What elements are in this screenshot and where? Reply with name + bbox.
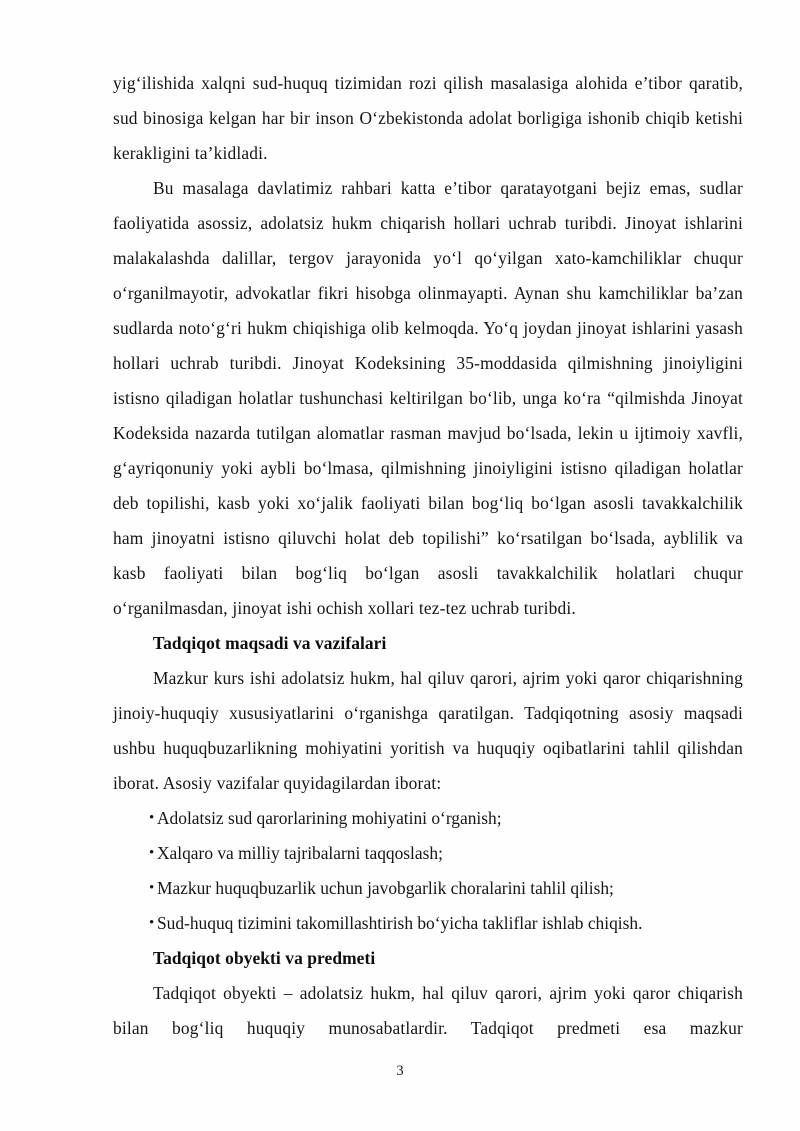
paragraph-obyekt: Tadqiqot obyekti – adolatsiz hukm, hal qiluv qarori, ajrim yoki qaror chiqarish bilan bog‘liq huquqiy munosabatlardir. Tadqiqot predmeti esa mazkur bbox=[113, 983, 743, 1038]
list-item-label: Adolatsiz sud qarorlarining mohiyatini o‘rganish; bbox=[157, 808, 502, 828]
list-item bbox=[113, 871, 743, 906]
list-item bbox=[113, 836, 743, 871]
bullet-icon: • bbox=[149, 915, 155, 931]
tasks-bullet-list bbox=[113, 801, 743, 941]
page-content bbox=[113, 66, 743, 1081]
bullet-icon: • bbox=[149, 845, 155, 861]
page-number: 3 bbox=[396, 1063, 404, 1079]
heading-tadqiqot-obyekti: Tadqiqot obyekti va predmeti bbox=[153, 948, 376, 968]
list-item-label: Xalqaro va milliy tajribalarni taqqoslash; bbox=[157, 843, 443, 863]
heading-tadqiqot-maqsadi: Tadqiqot maqsadi va vazifalari bbox=[153, 633, 387, 653]
paragraph-opening: yig‘ilishida xalqni sud-huquq tizimidan rozi qilish masalasiga alohida e’tibor qaratib, sud binosiga kelgan har bir inson O‘zbekistonda adolat borligiga ishonib chiqib ketishi kerakligini ta’kidladi. bbox=[113, 73, 743, 163]
list-item bbox=[113, 906, 743, 941]
list-item-label: Sud-huquq tizimini takomillashtirish bo‘yicha takliflar ishlab chiqish. bbox=[157, 913, 643, 933]
paragraph-maqsad: Mazkur kurs ishi adolatsiz hukm, hal qiluv qarori, ajrim yoki qaror chiqarishning jinoiy-huquqiy xususiyatlarini o‘rganishga qaratilgan. Tadqiqotning asosiy maqsadi ushbu huquqbuzarlikning mohiyatini yoritish va huquqiy oqibatlarini tahlil qilishdan iborat. Asosiy vazifalar quyidagilardan iborat: bbox=[113, 668, 743, 793]
paragraph-body-main: Bu masalaga davlatimiz rahbari katta e’tibor qaratayotgani bejiz emas, sudlar faoliyatida asossiz, adolatsiz hukm chiqarish hollari uchrab turibdi. Jinoyat ishlarini malakalashda dalillar, tergov jarayonida yo‘l qo‘yilgan xato-kamchiliklar chuqur o‘rganilmayotir, advokatlar fikri hisobga olinmayapti. Aynan shu kamchiliklar ba’zan sudlarda noto‘g‘ri hukm chiqishiga olib kelmoqda. Yo‘q joydan jinoyat ishlarini yasash hollari uchrab turibdi. Jinoyat Kodeksining 35-moddasida qilmishning jinoiyligini istisno qiladigan holatlar tushunchasi keltirilgan bo‘lib, unga ko‘ra “qilmishda Jinoyat Kodeksida nazarda tutilgan alomatlar rasman mavjud bo‘lsada, lekin u ijtimoiy xavfli, g‘ayriqonuniy yoki aybli bo‘lmasa, qilmishning jinoiyligini istisno qiladigan holatlar deb topilishi, kasb yoki xo‘jalik faoliyati bilan bog‘liq bo‘lgan asosli tavakkalchilik ham jinoyatni istisno qiluvchi holat deb topilishi” ko‘rsatilgan bo‘lsada, ayblilik va kasb faoliyati bilan bog‘liq bo‘lgan asosli tavakkalchilik holatlari chuqur o‘rganilmasdan, jinoyat ishi ochish xollari tez-tez uchrab turibdi. bbox=[113, 178, 743, 618]
list-item-label: Mazkur huquqbuzarlik uchun javobgarlik choralarini tahlil qilish; bbox=[157, 878, 614, 898]
bullet-icon: • bbox=[149, 810, 155, 826]
list-item bbox=[113, 801, 743, 836]
bullet-icon: • bbox=[149, 880, 155, 896]
